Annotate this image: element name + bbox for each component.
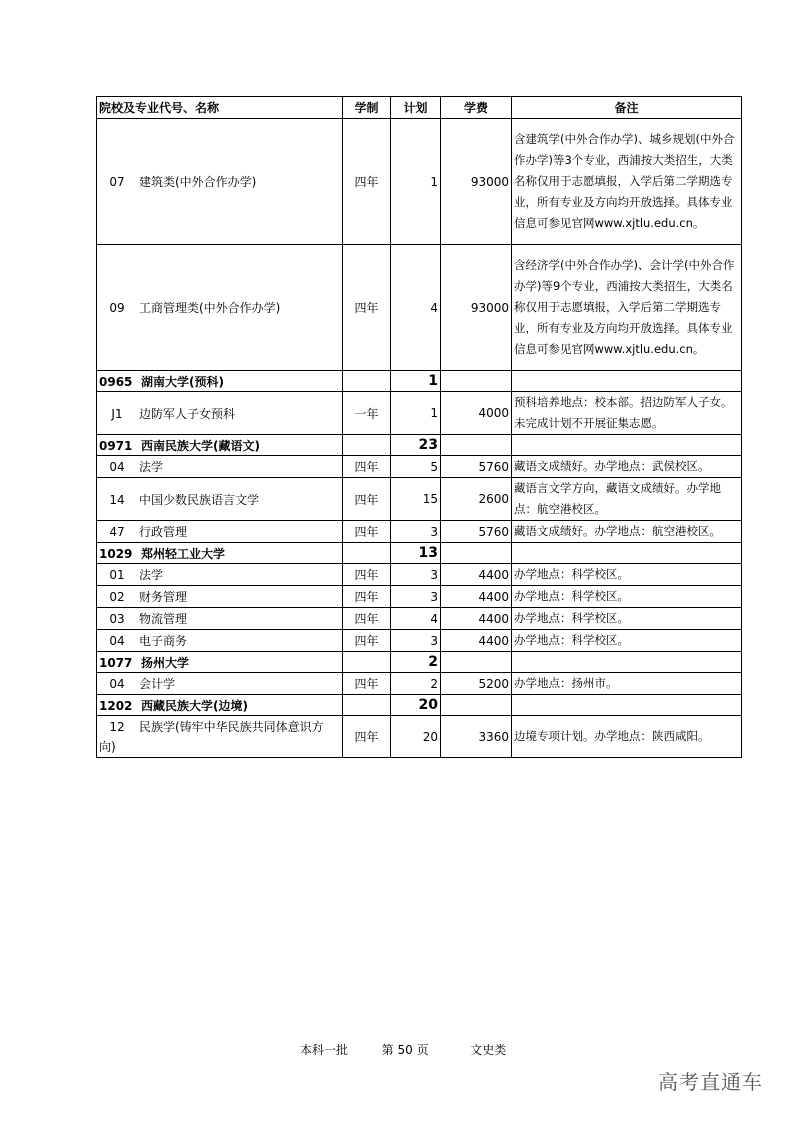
institution-row	[97, 695, 742, 716]
note-cell: 含建筑学(中外合作办学)、城乡规划(中外合作办学)等3个专业，西浦按大类招生，大类名称仅用于志愿填报，入学后第二学期选专业，所有专业及方向均开放选择。具体专业信息可参见官网www.xjtlu.edu.cn。	[512, 119, 742, 245]
plan-cell: 5	[391, 456, 441, 478]
duration-cell: 一年	[343, 392, 391, 435]
plan-cell: 4	[391, 608, 441, 630]
major-name: 财务管理	[139, 590, 188, 604]
major-cell	[97, 119, 343, 245]
header-name: 院校及专业代号、名称	[97, 97, 343, 119]
tuition-cell	[441, 695, 512, 716]
institution-row	[97, 435, 742, 456]
table-row	[97, 245, 742, 371]
institution-code: 0965	[99, 374, 133, 389]
tuition-cell: 2600	[441, 478, 512, 521]
tuition-cell: 4400	[441, 630, 512, 652]
tuition-cell	[441, 652, 512, 673]
major-code: 01	[109, 568, 125, 582]
major-cell	[97, 673, 343, 695]
institution-row	[97, 652, 742, 673]
major-code: 14	[109, 492, 125, 507]
institution-row	[97, 543, 742, 564]
plan-cell: 4	[391, 245, 441, 371]
note-cell	[512, 652, 742, 673]
institution-row	[97, 371, 742, 392]
duration-cell: 四年	[343, 716, 391, 758]
institution-plan: 23	[391, 435, 441, 456]
major-code: 04	[109, 460, 125, 474]
note-cell: 预科培养地点：校本部。招边防军人子女。未完成计划不开展征集志愿。	[512, 392, 742, 435]
table-header-row	[97, 97, 742, 119]
duration-cell: 四年	[343, 564, 391, 586]
institution-plan: 13	[391, 543, 441, 564]
duration-cell: 四年	[343, 630, 391, 652]
duration-cell: 四年	[343, 245, 391, 371]
institution-plan: 2	[391, 652, 441, 673]
duration-cell: 四年	[343, 119, 391, 245]
duration-cell: 四年	[343, 478, 391, 521]
header-plan: 计划	[391, 97, 441, 119]
major-name: 行政管理	[139, 525, 188, 539]
note-cell: 办学地点：科学校区。	[512, 630, 742, 652]
page-footer	[300, 1041, 506, 1058]
major-code: J1	[111, 406, 123, 421]
major-cell	[97, 521, 343, 543]
watermark: 高考直通车	[658, 1070, 763, 1094]
major-cell	[97, 586, 343, 608]
institution-plan: 1	[391, 371, 441, 392]
major-cell	[97, 456, 343, 478]
plan-cell: 1	[391, 119, 441, 245]
tuition-cell: 5760	[441, 456, 512, 478]
tuition-cell: 5760	[441, 521, 512, 543]
major-cell	[97, 608, 343, 630]
note-cell: 含经济学(中外合作办学)、会计学(中外合作办学)等9个专业，西浦按大类招生，大类名称仅用于志愿填报，入学后第二学期选专业，所有专业及方向均开放选择。具体专业信息可参见官网www.xjtlu.edu.cn。	[512, 245, 742, 371]
major-code: 04	[109, 677, 125, 691]
institution-code: 1029	[99, 546, 133, 561]
header-tuition: 学费	[441, 97, 512, 119]
major-name: 会计学	[139, 677, 176, 691]
note-cell	[512, 543, 742, 564]
duration-cell	[343, 695, 391, 716]
plan-cell: 3	[391, 586, 441, 608]
table-row	[97, 456, 742, 478]
institution-code: 1202	[99, 698, 133, 713]
major-name: 边防军人子女预科	[139, 406, 236, 421]
tuition-cell: 5200	[441, 673, 512, 695]
major-name: 建筑类(中外合作办学)	[139, 175, 257, 189]
institution-code: 0971	[99, 438, 133, 453]
tuition-cell: 4400	[441, 608, 512, 630]
note-cell	[512, 695, 742, 716]
note-cell	[512, 371, 742, 392]
institution-cell	[97, 652, 343, 673]
note-cell	[512, 435, 742, 456]
major-cell	[97, 630, 343, 652]
footer-batch: 本科一批	[300, 1043, 349, 1057]
institution-name: 湖南大学(预科)	[141, 374, 224, 389]
plan-cell: 20	[391, 716, 441, 758]
institution-cell	[97, 543, 343, 564]
note-cell: 办学地点：科学校区。	[512, 564, 742, 586]
institution-name: 扬州大学	[141, 655, 190, 670]
plan-cell: 1	[391, 392, 441, 435]
note-cell: 边境专项计划。办学地点：陕西咸阳。	[512, 716, 742, 758]
plan-cell: 3	[391, 630, 441, 652]
major-name: 法学	[139, 568, 164, 582]
major-name: 中国少数民族语言文学	[139, 492, 260, 507]
table-row	[97, 392, 742, 435]
major-code: 09	[109, 301, 125, 315]
major-cell	[97, 478, 343, 521]
tuition-cell	[441, 371, 512, 392]
institution-code: 1077	[99, 655, 133, 670]
duration-cell	[343, 652, 391, 673]
header-note: 备注	[512, 97, 742, 119]
header-duration: 学制	[343, 97, 391, 119]
major-code: 07	[109, 175, 125, 189]
note-cell: 办学地点：科学校区。	[512, 586, 742, 608]
institution-cell	[97, 435, 343, 456]
major-name: 物流管理	[139, 612, 188, 626]
table-row	[97, 119, 742, 245]
major-code: 02	[109, 590, 125, 604]
major-code: 12	[109, 719, 125, 734]
note-cell: 办学地点：扬州市。	[512, 673, 742, 695]
tuition-cell	[441, 435, 512, 456]
major-name: 电子商务	[139, 634, 188, 648]
table-row	[97, 673, 742, 695]
duration-cell: 四年	[343, 608, 391, 630]
duration-cell	[343, 435, 391, 456]
institution-name: 郑州轻工业大学	[141, 546, 226, 561]
footer-category: 文史类	[470, 1043, 507, 1057]
tuition-cell: 93000	[441, 245, 512, 371]
institution-cell	[97, 695, 343, 716]
plan-cell: 2	[391, 673, 441, 695]
admission-plan-table	[96, 96, 742, 758]
duration-cell	[343, 543, 391, 564]
major-cell	[97, 716, 343, 758]
note-cell: 藏语文成绩好。办学地点：武侯校区。	[512, 456, 742, 478]
tuition-cell: 93000	[441, 119, 512, 245]
footer-page-number: 第 50 页	[381, 1043, 429, 1057]
table-row	[97, 608, 742, 630]
institution-cell	[97, 371, 343, 392]
institution-name: 西南民族大学(藏语文)	[141, 438, 260, 453]
tuition-cell: 4400	[441, 564, 512, 586]
tuition-cell: 3360	[441, 716, 512, 758]
note-cell: 办学地点：科学校区。	[512, 608, 742, 630]
major-cell	[97, 564, 343, 586]
major-name: 法学	[139, 460, 164, 474]
table-row	[97, 564, 742, 586]
table-row	[97, 521, 742, 543]
table-row	[97, 630, 742, 652]
duration-cell: 四年	[343, 673, 391, 695]
table-row	[97, 586, 742, 608]
plan-cell: 3	[391, 564, 441, 586]
major-code: 47	[109, 525, 125, 539]
major-name: 工商管理类(中外合作办学)	[139, 301, 281, 315]
tuition-cell: 4000	[441, 392, 512, 435]
duration-cell	[343, 371, 391, 392]
major-code: 04	[109, 634, 125, 648]
major-cell	[97, 245, 343, 371]
tuition-cell	[441, 543, 512, 564]
major-name: 民族学(铸牢中华民族共同体意识方向)	[99, 719, 324, 754]
table-row	[97, 478, 742, 521]
plan-cell: 15	[391, 478, 441, 521]
note-cell: 藏语言文学方向，藏语文成绩好。办学地点：航空港校区。	[512, 478, 742, 521]
duration-cell: 四年	[343, 456, 391, 478]
table-row	[97, 716, 742, 758]
duration-cell: 四年	[343, 586, 391, 608]
major-code: 03	[109, 612, 125, 626]
institution-plan: 20	[391, 695, 441, 716]
institution-name: 西藏民族大学(边境)	[141, 698, 248, 713]
duration-cell: 四年	[343, 521, 391, 543]
note-cell: 藏语文成绩好。办学地点：航空港校区。	[512, 521, 742, 543]
tuition-cell: 4400	[441, 586, 512, 608]
plan-cell: 3	[391, 521, 441, 543]
major-cell	[97, 392, 343, 435]
